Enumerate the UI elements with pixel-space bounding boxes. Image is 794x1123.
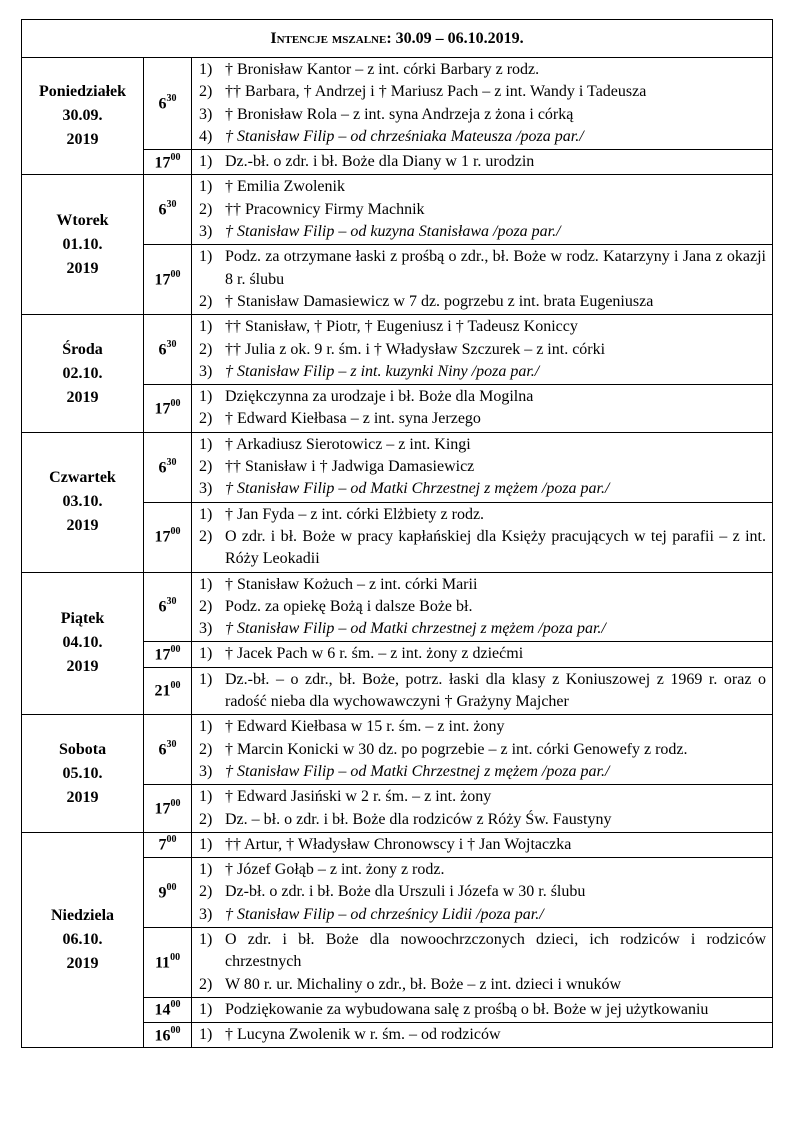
intention-text: Dziękczynna za urodzaje i bł. Boże dla Mogilna — [225, 388, 534, 406]
time-minute: 00 — [170, 999, 181, 1011]
day-cell — [22, 572, 144, 715]
intentions-cell — [192, 785, 773, 833]
day-cell — [22, 432, 144, 572]
intention-number: 3) — [199, 362, 213, 380]
day-name: Czwartek — [49, 469, 116, 487]
intention-item — [199, 221, 766, 243]
intention-text: † Bronisław Kantor – z int. córki Barbary z rodz. — [225, 61, 540, 78]
day-date: 01.10. — [62, 235, 103, 253]
time-minute: 00 — [170, 797, 181, 809]
mass-time — [144, 997, 192, 1022]
intention-item — [199, 834, 766, 856]
intention-text: † Stanisław Filip – od kuzyna Stanisława /poza par./ — [225, 223, 561, 241]
intention-number: 1) — [199, 718, 213, 736]
intention-item — [199, 859, 766, 881]
intention-item — [199, 408, 766, 430]
intention-number: 2) — [199, 597, 213, 615]
intention-number: 1) — [199, 930, 213, 948]
intention-number: 1) — [199, 153, 213, 171]
mass-row — [22, 175, 773, 245]
intention-item — [199, 786, 766, 808]
intention-number: 2) — [199, 458, 213, 476]
intention-text: † Stanisław Filip – od Matki chrzestnej z mężem /poza par./ — [225, 620, 606, 638]
mass-time — [144, 150, 192, 175]
intention-text: † Arkadiusz Sierotowicz – z int. Kingi — [225, 435, 471, 453]
intention-item — [199, 386, 766, 408]
mass-time — [144, 858, 192, 928]
intention-text: † Stanisław Filip – z int. kuzynki Niny /poza par./ — [225, 362, 540, 380]
intention-text: † Józef Gołąb – z int. żony z rodz. — [225, 861, 445, 879]
intention-item — [199, 618, 766, 640]
mass-intentions-table — [21, 19, 773, 1048]
intention-number: 1) — [199, 435, 213, 453]
intention-text: †† Stanisław, † Piotr, † Eugeniusz i † Tadeusz Koniccy — [225, 318, 578, 336]
intentions-cell — [192, 642, 773, 667]
intention-text: † Bronisław Rola – z int. syna Andrzeja z żona i córką — [225, 105, 574, 123]
day-name: Poniedziałek — [38, 83, 127, 101]
time-hour: 21 — [154, 682, 171, 700]
intention-number: 1) — [199, 788, 213, 806]
intention-number: 2) — [199, 975, 213, 993]
intention-number: 3) — [199, 620, 213, 638]
intentions-cell — [192, 997, 773, 1022]
intention-number: 1) — [199, 388, 213, 406]
time-hour: 6 — [158, 458, 167, 476]
intention-item — [199, 881, 766, 903]
intention-text: † Edward Kiełbasa w 15 r. śm. – z int. żony — [225, 718, 505, 736]
intentions-cell — [192, 432, 773, 502]
intention-item — [199, 199, 766, 221]
intention-item — [199, 456, 766, 478]
intention-item — [199, 596, 766, 618]
mass-time — [144, 785, 192, 833]
intention-number: 2) — [199, 527, 213, 545]
mass-time — [144, 1023, 192, 1048]
intentions-cell — [192, 315, 773, 385]
intention-text: † Stanisław Filip – od Matki Chrzestnej z mężem /poza par./ — [225, 480, 610, 498]
intentions-cell — [192, 572, 773, 642]
time-minute: 30 — [166, 92, 177, 104]
intention-item — [199, 1024, 766, 1046]
intention-number: 1) — [199, 178, 213, 196]
day-cell — [22, 715, 144, 832]
day-cell — [22, 175, 144, 315]
intention-text: † Stanisław Filip – od chrześniaka Mateusza /poza par./ — [225, 127, 584, 145]
day-year: 2019 — [66, 788, 99, 806]
intention-text: † Jan Fyda – z int. córki Elżbiety z rodz. — [225, 505, 485, 523]
time-hour: 6 — [158, 741, 167, 759]
time-hour: 16 — [154, 1026, 171, 1044]
intention-number: 2) — [199, 340, 213, 358]
page-title — [22, 20, 773, 58]
time-hour: 9 — [158, 884, 167, 902]
day-year: 2019 — [66, 388, 99, 406]
intention-text: † Stanisław Filip – od chrześnicy Lidii /poza par./ — [225, 905, 544, 923]
time-minute: 00 — [170, 951, 181, 963]
time-minute: 00 — [170, 269, 181, 281]
intention-text: O zdr. i bł. Boże dla nowoochrzczonych dzieci, ich rodziców i rodziców chrzestnych — [225, 930, 766, 971]
time-minute: 00 — [170, 397, 181, 409]
intention-number: 4) — [199, 127, 213, 145]
day-date: 04.10. — [62, 634, 103, 652]
intention-item — [199, 669, 766, 714]
intention-text: Dz.-bł. o zdr. i bł. Boże dla Diany w 1 r. urodzin — [225, 153, 535, 171]
intention-number: 2) — [199, 883, 213, 901]
intentions-cell — [192, 58, 773, 150]
intention-text: †† Julia z ok. 9 r. śm. i † Władysław Szczurek – z int. córki — [225, 340, 606, 358]
day-year: 2019 — [66, 131, 99, 149]
mass-time — [144, 175, 192, 245]
time-minute: 30 — [166, 739, 177, 751]
intention-item — [199, 104, 766, 126]
time-hour: 17 — [154, 528, 171, 546]
intention-number: 1) — [199, 61, 213, 78]
intention-item — [199, 904, 766, 926]
intention-item — [199, 316, 766, 338]
mass-row — [22, 58, 773, 150]
intentions-cell — [192, 715, 773, 785]
mass-time — [144, 502, 192, 572]
day-year: 2019 — [66, 658, 99, 676]
mass-time — [144, 832, 192, 857]
day-name: Piątek — [60, 610, 105, 628]
intention-number: 3) — [199, 905, 213, 923]
day-date: 03.10. — [62, 493, 103, 511]
day-date: 02.10. — [62, 364, 103, 382]
time-minute: 30 — [166, 596, 177, 608]
intention-item — [199, 574, 766, 596]
intention-text: O zdr. i bł. Boże w pracy kapłańskiej dla Księży pracujących w tej parafii – z int. Róży Leokadii — [225, 527, 766, 568]
intentions-cell — [192, 502, 773, 572]
mass-time — [144, 432, 192, 502]
intention-text: † Stanisław Kożuch – z int. córki Marii — [225, 575, 478, 593]
intentions-cell — [192, 150, 773, 175]
day-date: 30.09. — [62, 107, 103, 125]
intention-text: † Emilia Zwolenik — [225, 178, 345, 196]
day-year: 2019 — [66, 259, 99, 277]
time-minute: 00 — [170, 151, 181, 163]
time-hour: 14 — [154, 1001, 171, 1019]
intention-number: 3) — [199, 762, 213, 780]
intention-number: 1) — [199, 318, 213, 336]
intention-item — [199, 643, 766, 665]
intention-item — [199, 478, 766, 500]
mass-time — [144, 927, 192, 997]
intention-text: Podziękowanie za wybudowana salę z prośbą o bł. Boże w jej użytkowaniu — [225, 1000, 709, 1018]
intentions-cell — [192, 832, 773, 857]
intention-item — [199, 126, 766, 148]
intention-number: 1) — [199, 575, 213, 593]
intention-number: 1) — [199, 670, 213, 688]
intention-item — [199, 246, 766, 291]
intention-number: 3) — [199, 105, 213, 123]
intention-text: Podz. za otrzymane łaski z prośbą o zdr., bł. Boże w rodz. Katarzyny i Jana z okazji 8 r. ślubu — [225, 248, 766, 288]
mass-time — [144, 385, 192, 433]
intention-item — [199, 716, 766, 738]
time-hour: 11 — [154, 954, 171, 972]
intention-number: 1) — [199, 645, 213, 663]
intention-text: †† Stanisław i † Jadwiga Damasiewicz — [225, 458, 475, 476]
intention-text: †† Artur, † Władysław Chronowscy i † Jan Wojtaczka — [225, 835, 572, 853]
day-cell — [22, 832, 144, 1048]
time-minute: 00 — [166, 881, 177, 893]
time-hour: 6 — [158, 201, 167, 219]
time-hour: 17 — [154, 800, 171, 818]
day-date: 06.10. — [62, 931, 103, 949]
time-hour: 17 — [154, 271, 171, 289]
mass-time — [144, 642, 192, 667]
mass-time — [144, 715, 192, 785]
time-hour: 17 — [154, 646, 171, 664]
intention-item — [199, 59, 766, 81]
intention-text: † Marcin Konicki w 30 dz. po pogrzebie – z int. córki Genowefy z rodz. — [225, 740, 688, 758]
intention-text: Dz.-bł. – o zdr., bł. Boże, potrz. łaski dla klasy z Koniuszowej z 1969 r. oraz o radość nieba dla wychowawczyni † Grażyny Majcher — [225, 670, 766, 711]
mass-row — [22, 832, 773, 857]
time-hour: 17 — [154, 400, 171, 418]
intention-item — [199, 739, 766, 761]
mass-time — [144, 572, 192, 642]
intention-text: † Edward Jasiński w 2 r. śm. – z int. żony — [225, 788, 492, 806]
time-minute: 00 — [170, 526, 181, 538]
intentions-cell — [192, 858, 773, 928]
time-hour: 7 — [158, 836, 167, 854]
day-name: Wtorek — [56, 211, 109, 229]
intentions-cell — [192, 385, 773, 433]
intention-item — [199, 761, 766, 783]
intention-text: Podz. za opiekę Bożą i dalsze Boże bł. — [225, 597, 473, 615]
intention-number: 2) — [199, 810, 213, 828]
time-minute: 00 — [170, 643, 181, 655]
intention-item — [199, 361, 766, 383]
intention-item — [199, 809, 766, 831]
intention-text: † Stanisław Filip – od Matki Chrzestnej z mężem /poza par./ — [225, 762, 610, 780]
day-year: 2019 — [66, 955, 99, 973]
intention-number: 3) — [199, 480, 213, 498]
day-year: 2019 — [66, 517, 99, 535]
intention-text: † Stanisław Damasiewicz w 7 dz. pogrzebu z int. brata Eugeniusza — [225, 292, 654, 310]
intentions-cell — [192, 667, 773, 715]
day-cell — [22, 58, 144, 175]
intention-item — [199, 504, 766, 526]
day-name: Środa — [62, 340, 103, 358]
intention-number: 2) — [199, 292, 213, 310]
intention-item — [199, 526, 766, 571]
intention-item — [199, 929, 766, 974]
intentions-cell — [192, 175, 773, 245]
time-hour: 6 — [158, 341, 167, 359]
intention-text: †† Barbara, † Andrzej i † Mariusz Pach – z int. Wandy i Tadeusza — [225, 83, 647, 101]
intention-number: 2) — [199, 740, 213, 758]
time-minute: 30 — [166, 199, 177, 211]
day-date: 05.10. — [62, 764, 103, 782]
intentions-cell — [192, 927, 773, 997]
intention-text: † Jacek Pach w 6 r. śm. – z int. żony z dziećmi — [225, 645, 524, 663]
intention-text: † Edward Kiełbasa – z int. syna Jerzego — [225, 410, 481, 428]
intention-number: 1) — [199, 248, 213, 266]
intentions-cell — [192, 245, 773, 315]
time-minute: 00 — [170, 680, 181, 692]
intention-number: 2) — [199, 410, 213, 428]
mass-time — [144, 315, 192, 385]
intention-number: 3) — [199, 223, 213, 241]
intention-item — [199, 291, 766, 313]
mass-time — [144, 667, 192, 715]
intention-item — [199, 176, 766, 198]
intention-number: 1) — [199, 861, 213, 879]
intention-item — [199, 339, 766, 361]
intention-number: 2) — [199, 200, 213, 218]
mass-time — [144, 245, 192, 315]
intention-text: † Lucyna Zwolenik w r. śm. – od rodziców — [225, 1026, 501, 1044]
intention-text: Dz-bł. o zdr. i bł. Boże dla Urszuli i Józefa w 30 r. ślubu — [225, 883, 586, 901]
intention-item — [199, 81, 766, 103]
time-minute: 00 — [166, 834, 177, 846]
intention-item — [199, 999, 766, 1021]
time-minute: 30 — [166, 339, 177, 351]
intention-item — [199, 434, 766, 456]
time-hour: 6 — [158, 598, 167, 616]
day-name: Sobota — [58, 740, 107, 758]
intention-text: W 80 r. ur. Michaliny o zdr., bł. Boże – z int. dzieci i wnuków — [225, 975, 622, 993]
mass-row — [22, 572, 773, 642]
day-cell — [22, 315, 144, 432]
title-row — [22, 20, 773, 58]
intention-number: 1) — [199, 835, 213, 853]
mass-row — [22, 315, 773, 385]
time-minute: 30 — [166, 456, 177, 468]
mass-row — [22, 715, 773, 785]
title-dates: : 30.09 – 06.10.2019. — [386, 29, 524, 47]
intention-number: 1) — [199, 505, 213, 523]
mass-time — [144, 58, 192, 150]
day-name: Niedziela — [50, 907, 115, 925]
table-body — [22, 20, 773, 1048]
intention-item — [199, 151, 766, 173]
intention-text: Dz. – bł. o zdr. i bł. Boże dla rodziców z Róży Św. Faustyny — [225, 810, 612, 828]
intention-item — [199, 974, 766, 996]
intention-number: 2) — [199, 83, 213, 101]
intention-number: 1) — [199, 1026, 213, 1044]
intentions-cell — [192, 1023, 773, 1048]
time-hour: 17 — [154, 154, 171, 171]
mass-row — [22, 432, 773, 502]
title-label: Intencje mszalne — [270, 29, 387, 47]
intention-number: 1) — [199, 1000, 213, 1018]
time-hour: 6 — [158, 95, 167, 113]
time-minute: 00 — [170, 1024, 181, 1036]
intention-text: †† Pracownicy Firmy Machnik — [225, 200, 425, 218]
